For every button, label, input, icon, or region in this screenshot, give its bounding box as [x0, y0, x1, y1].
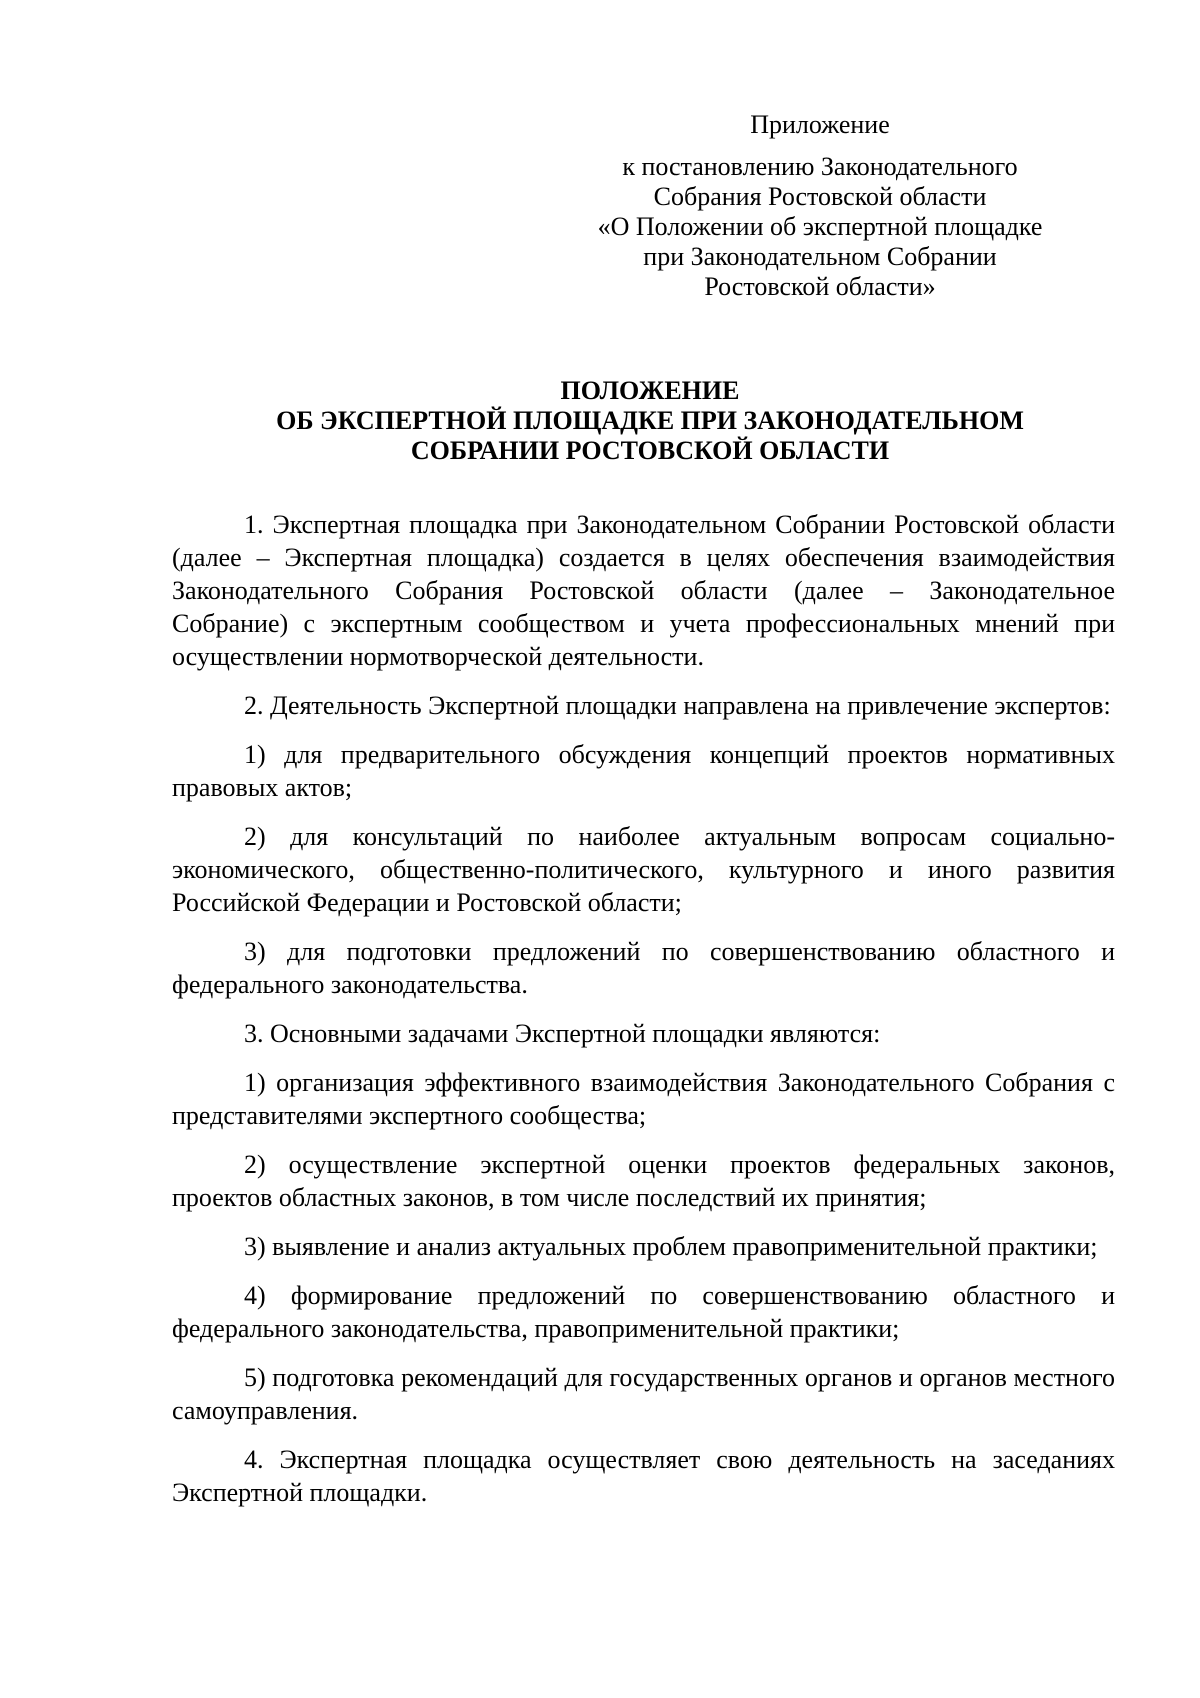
paragraph: 1) организация эффективного взаимодействия Законодательного Собрания с представителями экспертного сообщества;	[172, 1068, 1115, 1130]
paragraph: 2) осуществление экспертной оценки проектов федеральных законов, проектов областных законов, в том числе последствий их принятия;	[172, 1150, 1115, 1212]
heading-line: СОБРАНИИ РОСТОВСКОЙ ОБЛАСТИ	[410, 436, 890, 465]
paragraph: 2) для консультаций по наиболее актуальным вопросам социально-экономического, общественно-политического, культурного и иного развития Российской Федерации и Ростовской области;	[172, 822, 1115, 917]
heading-line: ОБ ЭКСПЕРТНОЙ ПЛОЩАДКЕ ПРИ ЗАКОНОДАТЕЛЬНОМ	[276, 406, 1024, 435]
paragraph: 3. Основными задачами Экспертной площадки являются:	[244, 1019, 881, 1048]
paragraph: 1. Экспертная площадка при Законодательном Собрании Ростовской области (далее – Экспертная площадка) создается в целях обеспечения взаимодействия Законодательного Собрания Ростовской области (далее – Законодательное Собрание) с экспертным сообществом и учета профессиональных мнений при осуществлении нормотворческой деятельности.	[172, 510, 1115, 671]
appendix-line: к постановлению Законодательного	[622, 152, 1018, 181]
paragraph: 5) подготовка рекомендаций для государственных органов и органов местного самоуправления.	[172, 1363, 1115, 1425]
paragraph: 4. Экспертная площадка осуществляет свою деятельность на заседаниях Экспертной площадки.	[172, 1445, 1115, 1507]
paragraph: 3) для подготовки предложений по совершенствованию областного и федерального законодательства.	[172, 937, 1115, 999]
appendix-line: Ростовской области»	[704, 272, 936, 301]
paragraph: 3) выявление и анализ актуальных проблем правоприменительной практики;	[244, 1232, 1098, 1261]
heading-line: ПОЛОЖЕНИЕ	[560, 376, 740, 405]
paragraph: 2. Деятельность Экспертной площадки направлена на привлечение экспертов:	[244, 691, 1111, 720]
document-heading	[170, 376, 1130, 466]
appendix-title: Приложение	[750, 110, 890, 139]
document-body	[172, 508, 1115, 1525]
appendix-line: при Законодательном Собрании	[643, 242, 997, 271]
appendix-block	[580, 110, 1060, 302]
paragraph: 1) для предварительного обсуждения концепций проектов нормативных правовых актов;	[172, 740, 1115, 802]
appendix-line: «О Положении об экспертной площадке	[597, 212, 1043, 241]
appendix-line: Собрания Ростовской области	[653, 182, 987, 211]
paragraph: 4) формирование предложений по совершенствованию областного и федерального законодательства, правоприменительной практики;	[172, 1281, 1115, 1343]
